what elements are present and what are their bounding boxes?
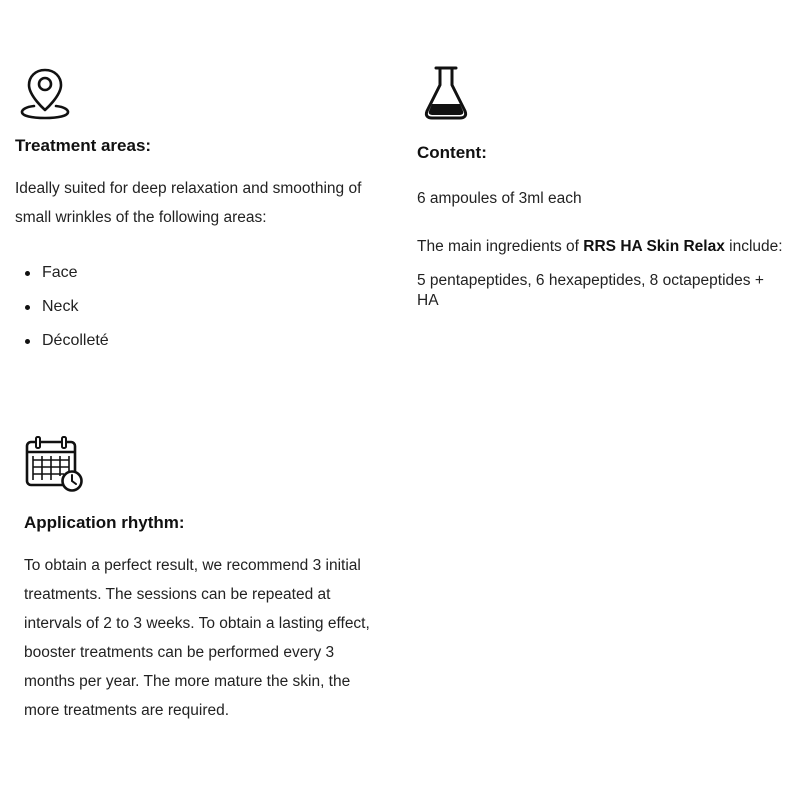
treatment-areas-heading: Treatment areas:	[15, 136, 152, 155]
ingredients-suffix: include:	[724, 238, 783, 255]
calendar-clock-icon	[24, 435, 84, 493]
rhythm-line: months per year. The more mature the skin, the	[24, 673, 351, 690]
application-rhythm-text	[24, 551, 404, 725]
application-rhythm-heading: Application rhythm:	[24, 513, 185, 532]
application-rhythm-section	[24, 512, 404, 725]
rhythm-line: booster treatments can be performed every 3	[24, 644, 335, 661]
ingredients-intro	[417, 232, 797, 261]
ampoules-text: 6 ampoules of 3ml each	[417, 190, 582, 207]
rhythm-line: more treatments are required.	[24, 702, 230, 719]
rhythm-line: To obtain a perfect result, we recommend 3 initial	[24, 557, 361, 574]
list-item: Face	[15, 256, 400, 290]
treatment-intro-line-2: small wrinkles of the following areas:	[15, 209, 267, 226]
content-section	[417, 142, 797, 311]
rhythm-line: intervals of 2 to 3 weeks. To obtain a lasting effect,	[24, 615, 370, 632]
treatment-areas-intro	[15, 174, 400, 232]
treatment-intro-line-1: Ideally suited for deep relaxation and smoothing of	[15, 180, 362, 197]
treatment-areas-list	[15, 256, 400, 358]
ingredients-prefix: The main ingredients of	[417, 238, 584, 255]
ingredients-list	[417, 271, 797, 311]
ingredients-line-1: 5 pentapeptides, 6 hexapeptides, 8 octapeptides +	[417, 272, 764, 289]
product-name: RRS HA Skin Relax	[583, 238, 725, 255]
rhythm-line: treatments. The sessions can be repeated at	[24, 586, 331, 603]
list-item: Décolleté	[15, 324, 400, 358]
map-pin-icon	[20, 66, 70, 120]
ingredients-line-2: HA	[417, 292, 439, 309]
treatment-areas-section	[15, 135, 400, 358]
flask-icon	[423, 65, 469, 121]
list-item: Neck	[15, 290, 400, 324]
content-heading: Content:	[417, 143, 487, 162]
